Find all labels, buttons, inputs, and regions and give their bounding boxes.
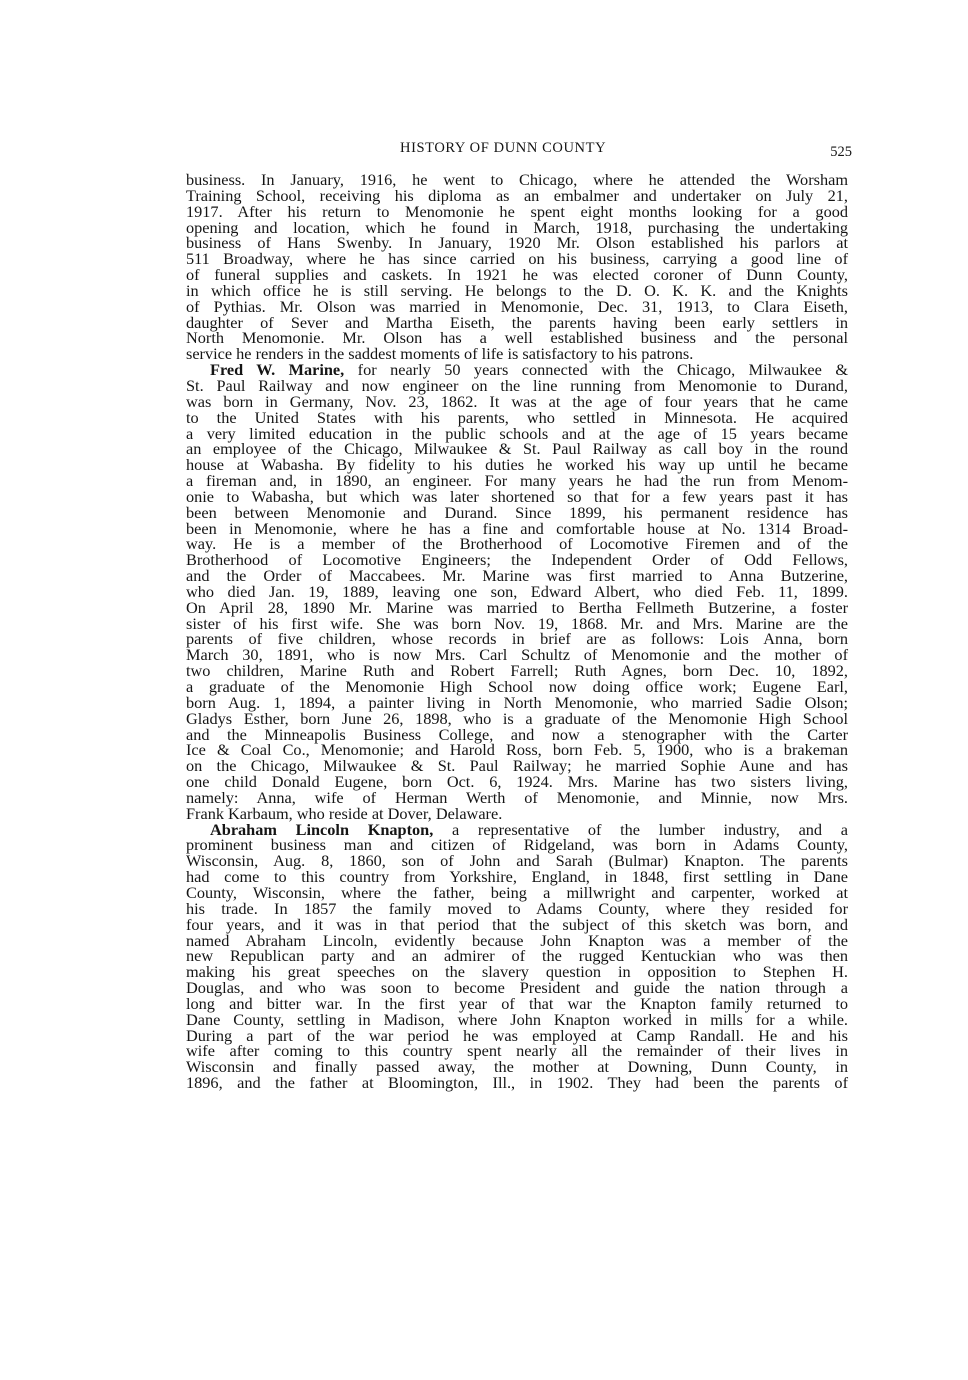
line-text: March 30, 1891, who is now Mrs. Carl Schultz of Menomonie and the mother of xyxy=(186,645,848,665)
line-text: Gladys Esther, born June 26, 1898, who is a graduate of the Menomonie High School xyxy=(186,708,848,728)
line-text: Wisconsin and finally passed away, the mother at Downing, Dunn County, in xyxy=(186,1057,848,1077)
line-text: a fireman and, in 1890, an engineer. For many years he had the run from Menom- xyxy=(186,471,848,491)
line-text: a graduate of the Menomonie High School now doing office work; Eugene Earl, xyxy=(186,677,848,696)
line-text: sister of his first wife. She was born Nov. 19, 1868. Mr. and Mrs. Marine are the xyxy=(186,613,848,633)
line-text: on the Chicago, Milwaukee & St. Paul Railway; he married Sophie Aune and has xyxy=(186,756,848,776)
line-text: 1896, and the father at Bloomington, Ill., in 1902. They had been the parents of xyxy=(186,1073,848,1093)
paragraph xyxy=(186,172,848,362)
line-text: opening and location, which he found in March, 1918, purchasing the undertaking xyxy=(186,217,848,237)
running-header xyxy=(186,140,852,164)
page-number: 525 xyxy=(830,144,852,160)
line-text: business. In January, 1916, he went to Chicago, where he attended the Worsham xyxy=(186,170,848,189)
line-text: Training School, receiving his diploma as an embalmer and undertaker on July 21, xyxy=(186,185,848,205)
line-text: one child Donald Eugene, born Oct. 6, 1924. Mrs. Marine has two sisters living, xyxy=(186,772,848,792)
line-text: Brotherhood of Locomotive Engineers; the Independent Order of Odd Fellows, xyxy=(186,550,848,570)
line-text: and the Order of Maccabees. Mr. Marine was first married to Anna Butzerine, xyxy=(186,566,848,586)
line-text: of Pythias. Mr. Olson was married in Menomonie, Dec. 31, 1913, to Clara Eiseth, xyxy=(186,296,848,316)
line-text: had come to this country from Yorkshire, England, in 1848, first settling in Dane xyxy=(186,867,848,887)
line-text: for nearly 50 years connected with the Chicago, Milwaukee & xyxy=(344,360,848,380)
line-text: parents of five children, whose records in brief are as follows: Lois Anna, born xyxy=(186,629,848,649)
subject-name: Abraham Lincoln Knapton, xyxy=(210,819,434,839)
line-text: was born in Germany, Nov. 23, 1862. It was at the age of four years that he came xyxy=(186,391,848,411)
paragraph xyxy=(186,819,848,1093)
line-text: County, Wisconsin, where the father, being a millwright and carpenter, worked at xyxy=(186,882,848,902)
line-text: been between Menomonie and Durand. Since 1899, his permanent residence has xyxy=(186,502,848,522)
line-text: Frank Karbaum, who reside at Dover, Delaware. xyxy=(186,803,503,823)
line-text: daughter of Sever and Martha Eiseth, the parents having been early settlers in xyxy=(186,312,848,332)
line-text: house at Wabasha. By fidelity to his duties he worked his way up until he became xyxy=(186,455,848,475)
line-text: of funeral supplies and caskets. In 1921 he was elected coroner of Dunn County, xyxy=(186,265,848,285)
line-text: 511 Broadway, where he has since carried on his business, carrying a good line of xyxy=(186,249,848,269)
running-title: HISTORY OF DUNN COUNTY xyxy=(400,140,607,156)
line-text: St. Paul Railway and now engineer on the line running from Menomonie to Durand, xyxy=(186,375,848,395)
line-text: namely: Anna, wife of Herman Werth of Menomonie, and Minnie, now Mrs. xyxy=(186,787,848,807)
line-text: named Abraham Lincoln, evidently because John Knapton was a member of the xyxy=(186,930,848,950)
line-text: service he renders in the saddest moments of life is satisfactory to his patrons. xyxy=(186,344,694,364)
line-text: way. He is a member of the Brotherhood of Locomotive Firemen and of the xyxy=(186,534,848,554)
line-text: born Aug. 1, 1894, a painter living in North Menomonie, who married Sadie Olson; xyxy=(186,692,848,712)
text-line xyxy=(186,1075,848,1091)
line-text: On April 28, 1890 Mr. Marine was married to Bertha Fellmeth Butzerine, a foster xyxy=(186,597,848,617)
line-text: a very limited education in the public schools and at the age of 15 years became xyxy=(186,423,848,443)
body-text xyxy=(186,172,848,1091)
line-text: in which office he is still serving. He belongs to the D. O. K. K. and the Knights xyxy=(186,280,848,300)
subject-name: Fred W. Marine, xyxy=(210,360,345,380)
line-text: been in Menomonie, where he has a fine and comfortable house at No. 1314 Broad- xyxy=(186,518,848,538)
line-text: Douglas, and who was soon to become President and guide the nation through a xyxy=(186,978,848,998)
line-text: four years, and it was in that period that the subject of this sketch was born, and xyxy=(186,914,848,934)
line-text: 1917. After his return to Menomonie he spent eight months looking for a good xyxy=(186,201,848,221)
line-text: prominent business man and citizen of Ridgeland, was born in Adams County, xyxy=(186,835,848,855)
line-text: his trade. In 1857 the family moved to Adams County, where they resided for xyxy=(186,898,848,918)
line-text: Ice & Coal Co., Menomonie; and Harold Ross, born Feb. 5, 1900, who is a brakeman xyxy=(186,740,848,760)
line-text: Dane County, settling in Madison, where John Knapton worked in mills for a while. xyxy=(186,1009,848,1029)
paragraph xyxy=(186,362,848,821)
line-text: business of Hans Swenby. In January, 1920 Mr. Olson established his parlors at xyxy=(186,233,848,253)
line-text: making his great speeches on the slavery question in opposition to Stephen H. xyxy=(186,962,848,982)
line-text: two children, Marine Ruth and Robert Farrell; Ruth Agnes, born Dec. 10, 1892, xyxy=(186,661,848,681)
line-text: to the United States with his parents, who settled in Minnesota. He acquired xyxy=(186,407,848,427)
line-text: wife after coming to this country spent nearly all the remainder of their lives in xyxy=(186,1041,848,1061)
line-text: a representative of the lumber industry, and a xyxy=(433,819,848,839)
line-text: and the Minneapolis Business College, and now a stenographer with the Carter xyxy=(186,724,848,744)
line-text: long and bitter war. In the first year of that war the Knapton family returned to xyxy=(186,993,848,1013)
line-text: During a part of the war period he was employed at Camp Randall. He and his xyxy=(186,1025,848,1045)
line-text: new Republican party and an admirer of the rugged Kentuckian who was then xyxy=(186,946,848,966)
line-text: North Menomonie. Mr. Olson has a well established business and the personal xyxy=(186,328,848,348)
line-text: onie to Wabasha, but which was later shortened so that for a few years past it has xyxy=(186,486,848,506)
line-text: Wisconsin, Aug. 8, 1860, son of John and Sarah (Bulmar) Knapton. The parents xyxy=(186,851,848,871)
line-text: who died Jan. 19, 1889, leaving one son, Edward Albert, who died Feb. 11, 1899. xyxy=(186,581,848,601)
line-text: an employee of the Chicago, Milwaukee & St. Paul Railway as call boy in the round xyxy=(186,439,848,459)
